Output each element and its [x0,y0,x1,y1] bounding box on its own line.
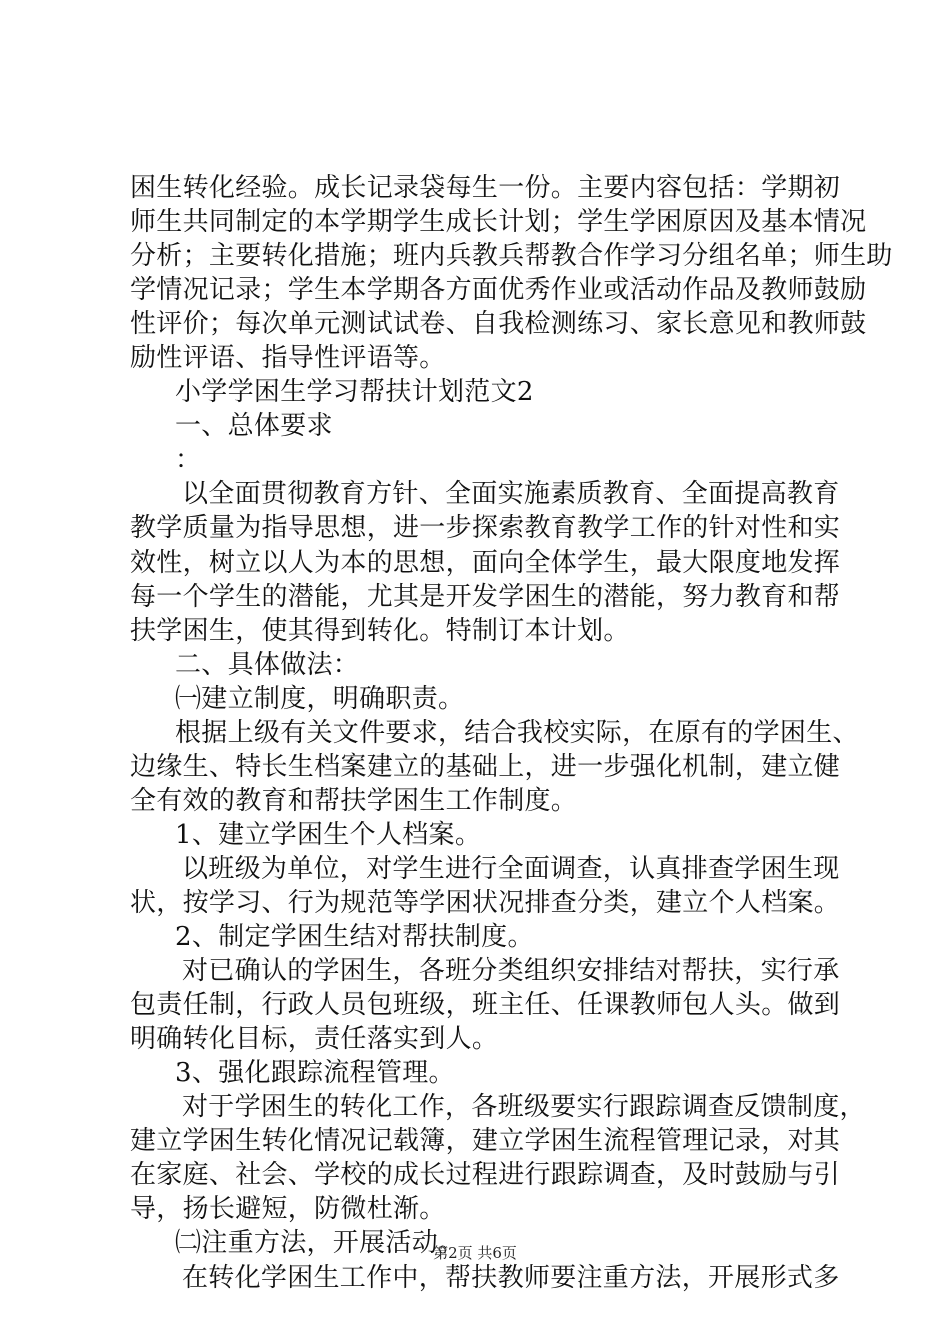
text-line: 分析；主要转化措施；班内兵教兵帮教合作学习分组名单；师生助 [130,241,893,272]
text-line: 困生转化经验。成长记录袋每生一份。主要内容包括：学期初 [130,173,841,203]
section-heading: 一、总体要求 [175,411,333,442]
text-line: 包责任制，行政人员包班级，班主任、任课教师包人头。做到 [130,990,841,1021]
subsection-heading: ㈠建立制度，明确职责。 [175,683,465,714]
text-line: ： [175,445,202,476]
document-body [130,171,893,1295]
text-line: 每一个学生的潜能，尤其是开发学困生的潜能，努力教育和帮 [130,581,841,612]
text-line: 效性，树立以人为本的思想，面向全体学生，最大限度地发挥 [130,547,841,578]
page-number: 第2页 共6页 [433,1244,517,1262]
paragraph-start: 以班级为单位，对学生进行全面调查，认真排查学困生现 [182,853,840,884]
text-line: 在家庭、社会、学校的成长过程进行跟踪调查，及时鼓励与引 [130,1160,841,1191]
text-line: 明确转化目标，责任落实到人。 [130,1024,499,1055]
item-heading: 3、强化跟踪流程管理。 [175,1058,455,1089]
text-line: 边缘生、特长生档案建立的基础上，进一步强化机制，建立健 [130,751,841,782]
text-line: 导，扬长避短，防微杜渐。 [130,1194,446,1225]
section-title: 小学学困生学习帮扶计划范文2 [175,377,534,408]
text-line: 励性评语、指导性评语等。 [130,343,446,374]
paragraph-start: 对已确认的学困生，各班分类组织安排结对帮扶，实行承 [182,956,840,987]
section-heading: 二、具体做法： [175,649,360,680]
text-line: 状，按学习、行为规范等学困状况排查分类，建立个人档案。 [130,887,841,918]
paragraph-start: 根据上级有关文件要求，结合我校实际，在原有的学困生、 [175,717,859,748]
paragraph-start: 对于学困生的转化工作，各班级要实行跟踪调查反馈制度， [182,1092,866,1123]
text-line: 教学质量为指导思想，进一步探索教育教学工作的针对性和实 [130,513,841,544]
text-line: 学情况记录；学生本学期各方面优秀作业或活动作品及教师鼓励 [130,275,867,306]
text-line: 全有效的教育和帮扶学困生工作制度。 [130,785,578,816]
text-line: 扶学困生，使其得到转化。特制订本计划。 [130,615,630,646]
text-line: 建立学困生转化情况记载簿，建立学困生流程管理记录，对其 [130,1126,841,1157]
paragraph-start: 以全面贯彻教育方针、全面实施素质教育、全面提高教育 [182,479,840,510]
text-line: 师生共同制定的本学期学生成长计划；学生学困原因及基本情况 [130,207,867,238]
page-footer [0,1243,950,1263]
paragraph-start: 在转化学困生工作中，帮扶教师要注重方法，开展形式多 [182,1262,840,1293]
subsection-heading: ㈡注重方法，开展活动。 [175,1228,465,1259]
item-heading: 2、制定学困生结对帮扶制度。 [175,922,534,953]
text-line: 性评价；每次单元测试试卷、自我检测练习、家长意见和教师鼓 [130,309,867,340]
item-heading: 1、建立学困生个人档案。 [175,819,482,850]
